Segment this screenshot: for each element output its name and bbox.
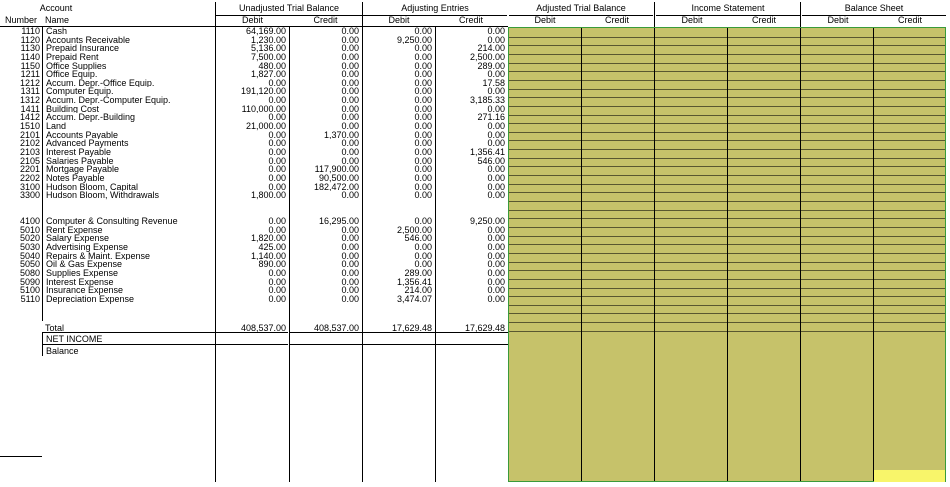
utb-debit-cell[interactable]: 0.00 [268, 139, 286, 148]
adj-credit-cell[interactable]: 0.00 [487, 277, 505, 287]
adj-debit-cell[interactable]: 0.00 [414, 139, 432, 148]
account-number[interactable]: 1140 [20, 52, 40, 62]
grid-row-line [509, 184, 945, 185]
header-bs-debit: Debit [827, 15, 849, 25]
account-name[interactable] [42, 312, 215, 321]
utb-debit-cell[interactable]: 480.00 [258, 61, 286, 71]
adj-debit-cell[interactable]: 3,474.07 [396, 294, 432, 304]
utb-credit-cell[interactable]: 0.00 [341, 139, 359, 148]
adj-debit-cell[interactable]: 0.00 [414, 260, 432, 269]
adj-credit-cell[interactable]: 289.00 [477, 61, 505, 71]
utb-credit-cell[interactable]: 0.00 [341, 35, 359, 45]
account-number[interactable]: 1110 [21, 27, 40, 36]
utb-credit-cell[interactable]: 1,370.00 [323, 130, 359, 140]
account-number[interactable]: 5020 [19, 234, 40, 244]
utb-debit-cell[interactable]: 1,800.00 [250, 191, 286, 200]
header-atb-debit: Debit [534, 15, 556, 25]
account-name[interactable]: Supplies Expense [42, 269, 215, 278]
utb-credit-cell[interactable]: 0.00 [341, 61, 359, 71]
grid-row-line [509, 192, 945, 193]
account-name[interactable]: Repairs & Maint. Expense [42, 252, 215, 261]
utb-debit-cell[interactable]: 0.00 [268, 96, 286, 105]
utb-credit-cell[interactable]: 0.00 [341, 225, 359, 235]
total-adj-credit: 17,629.48 [464, 323, 505, 333]
account-name[interactable]: Interest Expense [42, 278, 215, 287]
utb-debit-cell[interactable]: 1,230.00 [250, 35, 286, 45]
account-name[interactable]: Advertising Expense [42, 243, 215, 252]
account-number[interactable]: 5080 [19, 268, 40, 278]
col-divider [654, 2, 655, 27]
grid-row-line [509, 331, 945, 332]
utb-debit-cell[interactable]: 0.00 [268, 147, 286, 157]
utb-credit-cell[interactable]: 0.00 [341, 104, 359, 114]
adj-debit-cell[interactable]: 0.00 [414, 173, 432, 183]
adj-credit-cell[interactable]: 0.00 [487, 130, 505, 140]
account-name[interactable]: Rent Expense [42, 226, 215, 235]
adj-credit-cell[interactable]: 0.00 [487, 182, 505, 192]
grid-row-line [509, 123, 945, 124]
adj-credit-cell[interactable]: 0.00 [487, 268, 505, 278]
total-utb-credit: 408,537.00 [313, 323, 359, 333]
utb-debit-cell[interactable]: 21,000.00 [245, 122, 286, 131]
header-is-debit: Debit [681, 15, 703, 25]
account-name[interactable]: Computer Equip. [42, 87, 215, 96]
account-name[interactable]: Computer & Consulting Revenue [42, 217, 215, 226]
grid-row-line [509, 210, 945, 211]
account-number[interactable]: 4100 [19, 217, 40, 226]
utb-credit-cell[interactable]: 16,295.00 [318, 217, 359, 226]
grid-row-line [509, 89, 945, 90]
grid-row-line [509, 97, 945, 98]
account-number[interactable]: 5110 [20, 294, 40, 304]
account-name[interactable]: Depreciation Expense [42, 295, 215, 304]
grid-row-line [509, 227, 945, 228]
utb-debit-cell[interactable]: 0.00 [268, 217, 286, 226]
account-name[interactable] [42, 304, 215, 313]
account-number[interactable]: 5040 [19, 251, 40, 261]
adj-credit-cell[interactable]: 0.00 [487, 243, 505, 252]
total-left-rule [0, 456, 42, 457]
balance-label: Balance [42, 344, 215, 356]
adj-credit-cell[interactable]: 0.00 [487, 191, 505, 200]
grid-row-line [509, 218, 945, 219]
grid-col-line [654, 28, 655, 481]
account-number[interactable]: 5100 [19, 286, 40, 295]
col-divider [215, 2, 216, 482]
adj-credit-cell[interactable]: 0.00 [487, 225, 505, 235]
grid-row-line [509, 132, 945, 133]
account-number[interactable]: 1411 [20, 104, 40, 114]
utb-credit-cell[interactable]: 0.00 [341, 191, 359, 200]
adj-debit-cell[interactable]: 1,356.41 [396, 277, 432, 287]
utb-debit-cell[interactable]: 0.00 [268, 225, 286, 235]
account-name[interactable]: Cash [42, 27, 215, 36]
utb-debit-cell[interactable]: 0.00 [268, 113, 286, 123]
utb-debit-cell[interactable]: 890.00 [258, 260, 286, 269]
adj-credit-cell[interactable] [436, 312, 508, 321]
account-number[interactable]: 1150 [20, 61, 40, 71]
utb-credit-cell[interactable]: 0.00 [341, 251, 359, 261]
utb-debit-cell[interactable]: 64,169.00 [245, 27, 286, 36]
utb-debit-cell[interactable] [216, 200, 289, 209]
header-adj-credit: Credit [458, 15, 483, 25]
utb-debit-cell[interactable] [216, 208, 289, 217]
adj-debit-cell[interactable]: 0.00 [414, 104, 432, 114]
account-number[interactable]: 1510 [19, 122, 40, 131]
grid-row-line [509, 313, 945, 314]
account-number[interactable]: 1130 [20, 44, 40, 53]
adj-debit-cell[interactable]: 0.00 [414, 147, 432, 157]
utb-credit-cell[interactable]: 0.00 [341, 122, 359, 131]
account-number[interactable]: 1412 [19, 113, 40, 123]
header-atb-credit: Credit [604, 15, 629, 25]
utb-debit-cell[interactable]: 0.00 [268, 294, 286, 304]
account-name[interactable]: Salary Expense [42, 234, 215, 243]
account-number[interactable]: 2201 [19, 165, 40, 174]
adj-credit-cell[interactable] [436, 304, 508, 313]
utb-debit-cell[interactable]: 0.00 [268, 130, 286, 140]
utb-debit-cell[interactable] [216, 312, 289, 321]
grid-col-line [581, 28, 582, 481]
utb-credit-cell[interactable]: 0.00 [341, 243, 359, 252]
utb-credit-cell[interactable]: 0.00 [341, 52, 359, 62]
col-divider [362, 2, 363, 482]
empty-cell[interactable] [216, 344, 288, 357]
adj-debit-cell[interactable]: 0.00 [414, 78, 432, 88]
utb-debit-cell[interactable]: 0.00 [268, 165, 286, 174]
utb-credit-cell[interactable]: 0.00 [341, 286, 359, 295]
adj-debit-cell[interactable]: 214.00 [404, 286, 432, 295]
account-name[interactable]: Land [42, 122, 215, 131]
adj-debit-cell[interactable]: 0.00 [414, 61, 432, 71]
adj-debit-cell[interactable]: 0.00 [414, 113, 432, 123]
adj-credit-cell[interactable]: 0.00 [487, 294, 505, 304]
account-number[interactable]: 3100 [19, 182, 40, 192]
header-utb-credit: Credit [313, 15, 338, 25]
utb-credit-cell[interactable]: 0.00 [341, 44, 359, 53]
utb-credit-cell[interactable]: 0.00 [341, 87, 359, 97]
adj-credit-cell[interactable]: 0.00 [487, 234, 505, 244]
adj-credit-cell[interactable]: 546.00 [477, 156, 505, 166]
header-number: Number [4, 15, 37, 25]
utb-debit-cell[interactable]: 191,120.00 [240, 87, 286, 97]
adj-debit-cell[interactable]: 0.00 [414, 44, 432, 53]
adj-debit-cell[interactable]: 0.00 [414, 130, 432, 140]
adj-debit-cell[interactable]: 9,250.00 [396, 35, 432, 45]
grid-row-line [509, 236, 945, 237]
utb-credit-cell[interactable]: 0.00 [341, 156, 359, 166]
header-name: Name [45, 15, 70, 25]
total-adj-debit: 17,629.48 [391, 323, 432, 333]
adj-debit-cell[interactable]: 0.00 [414, 70, 432, 79]
account-name[interactable]: Accounts Payable [42, 131, 215, 140]
col-divider [800, 2, 801, 27]
grid-row-line [509, 253, 945, 254]
header-is-credit: Credit [751, 15, 776, 25]
adj-debit-cell[interactable]: 2,500.00 [396, 225, 432, 235]
account-number[interactable]: 2101 [19, 130, 40, 140]
adj-debit-cell[interactable]: 289.00 [404, 268, 432, 278]
header-unadjusted-trial-balance: Unadjusted Trial Balance [216, 2, 362, 16]
account-number[interactable]: 5030 [19, 243, 40, 252]
account-name[interactable] [42, 208, 215, 217]
adj-debit-cell[interactable]: 0.00 [414, 122, 432, 131]
utb-credit-cell[interactable]: 182,472.00 [313, 182, 359, 192]
adj-credit-cell[interactable]: 0.00 [487, 104, 505, 114]
account-number[interactable]: 2202 [19, 173, 40, 183]
utb-credit-cell[interactable]: 0.00 [341, 147, 359, 157]
adj-credit-cell[interactable]: 2,500.00 [469, 52, 505, 62]
utb-debit-cell[interactable]: 7,500.00 [250, 52, 286, 62]
account-number[interactable]: 5050 [19, 260, 40, 269]
account-number[interactable]: 1311 [20, 87, 40, 97]
adj-debit-cell[interactable]: 0.00 [414, 243, 432, 252]
account-name[interactable]: Interest Payable [42, 148, 215, 157]
account-number[interactable] [0, 304, 42, 313]
account-name[interactable]: Hudson Bloom, Capital [42, 183, 215, 192]
account-name[interactable]: Building Cost [42, 105, 215, 114]
adj-credit-cell[interactable]: 0.00 [487, 87, 505, 97]
header-utb-debit: Debit [241, 15, 263, 25]
header-account: Account [39, 3, 73, 13]
grid-row-line [509, 244, 945, 245]
utb-debit-cell[interactable]: 0.00 [268, 156, 286, 166]
utb-debit-cell[interactable]: 5,136.00 [250, 44, 286, 53]
grid-row-line [509, 37, 945, 38]
header-adj-debit: Debit [388, 15, 410, 25]
utb-debit-cell[interactable]: 0.00 [268, 78, 286, 88]
total-label: Total [45, 323, 65, 333]
utb-debit-cell[interactable]: 0.00 [268, 182, 286, 192]
account-number[interactable]: 2105 [19, 156, 40, 166]
adj-debit-cell[interactable]: 0.00 [414, 27, 432, 36]
utb-debit-cell[interactable]: 1,827.00 [250, 70, 286, 79]
empty-cell[interactable] [363, 344, 435, 357]
utb-credit-cell[interactable]: 0.00 [341, 78, 359, 88]
utb-credit-cell[interactable] [290, 200, 362, 209]
utb-credit-cell[interactable]: 0.00 [341, 27, 359, 36]
grid-row-line [509, 158, 945, 159]
utb-debit-cell[interactable] [216, 304, 289, 313]
account-name[interactable]: Office Supplies [42, 62, 215, 71]
utb-credit-cell[interactable]: 0.00 [341, 96, 359, 105]
col-divider [289, 27, 290, 482]
utb-credit-cell[interactable]: 0.00 [341, 268, 359, 278]
account-name[interactable]: Salaries Payable [42, 157, 215, 166]
adj-credit-cell[interactable]: 1,356.41 [469, 147, 505, 157]
adj-debit-cell[interactable] [363, 312, 435, 321]
header-adjusting-entries: Adjusting Entries [363, 2, 507, 16]
header-adjusted-trial-balance: Adjusted Trial Balance [509, 2, 653, 16]
header-income-statement: Income Statement [656, 2, 800, 16]
adj-debit-cell[interactable]: 0.00 [414, 182, 432, 192]
adj-credit-cell[interactable]: 0.00 [487, 35, 505, 45]
utb-credit-cell[interactable]: 0.00 [341, 294, 359, 304]
grid-row-line [509, 80, 945, 81]
grid-row-line [509, 296, 945, 297]
adj-debit-cell[interactable]: 0.00 [414, 52, 432, 62]
account-number[interactable]: 1312 [19, 96, 40, 105]
account-number[interactable] [0, 312, 42, 321]
adj-credit-cell[interactable] [436, 200, 508, 209]
adj-debit-cell[interactable]: 0.00 [414, 217, 432, 226]
account-name[interactable]: Oil & Gas Expense [42, 260, 215, 269]
grid-col-line [727, 28, 728, 481]
account-name[interactable]: Accum. Depr.-Building [42, 113, 215, 122]
utb-debit-cell[interactable]: 110,000.00 [241, 104, 286, 114]
grid-row-line [509, 54, 945, 55]
adj-credit-cell[interactable]: 0.00 [487, 251, 505, 261]
grid-row-line [509, 201, 945, 202]
adj-credit-cell[interactable]: 0.00 [487, 286, 505, 295]
account-name[interactable]: Notes Payable [42, 174, 215, 183]
utb-credit-cell[interactable]: 90,500.00 [318, 173, 359, 183]
grid-row-line [509, 149, 945, 150]
header-bs-credit: Credit [897, 15, 922, 25]
account-number[interactable]: 3300 [19, 191, 40, 200]
adj-credit-cell[interactable] [436, 208, 508, 217]
adj-credit-cell[interactable]: 214.00 [477, 44, 505, 53]
grid-row-line [509, 279, 945, 280]
adj-credit-cell[interactable]: 0.00 [487, 165, 505, 174]
account-name[interactable]: Office Equip. [42, 70, 215, 79]
grid-row-line [509, 305, 945, 306]
utb-debit-cell[interactable]: 1,140.00 [250, 251, 286, 261]
grid-col-line [800, 28, 801, 481]
account-number[interactable]: 1212 [19, 78, 40, 88]
adj-credit-cell[interactable]: 271.16 [477, 113, 505, 123]
grid-row-line [509, 45, 945, 46]
adj-debit-cell[interactable]: 0.00 [414, 251, 432, 261]
adj-debit-cell[interactable]: 0.00 [414, 87, 432, 97]
utb-credit-cell[interactable]: 0.00 [341, 260, 359, 269]
adj-credit-cell[interactable]: 0.00 [487, 122, 505, 131]
account-name[interactable]: Accum. Depr.-Office Equip. [42, 79, 215, 88]
adj-credit-cell[interactable]: 0.00 [487, 27, 505, 36]
account-number[interactable]: 2103 [19, 147, 40, 157]
account-name[interactable]: Accum. Depr.-Computer Equip. [42, 96, 215, 105]
utb-debit-cell[interactable]: 0.00 [268, 268, 286, 278]
account-name[interactable]: Accounts Receivable [42, 36, 215, 45]
adj-credit-cell[interactable]: 17.58 [482, 78, 505, 88]
utb-credit-cell[interactable]: 0.00 [341, 70, 359, 79]
account-number[interactable]: 5090 [19, 277, 40, 287]
header-balance-sheet: Balance Sheet [802, 2, 946, 16]
net-income-label: NET INCOME [42, 332, 215, 344]
utb-debit-cell[interactable]: 1,820.00 [250, 234, 286, 244]
adj-debit-cell[interactable]: 0.00 [414, 96, 432, 105]
grid-col-line [873, 28, 874, 481]
adj-debit-cell[interactable] [363, 200, 435, 209]
adj-debit-cell[interactable]: 0.00 [414, 165, 432, 174]
utb-debit-cell[interactable]: 0.00 [268, 173, 286, 183]
grid-row-line [509, 71, 945, 72]
utb-credit-cell[interactable]: 0.00 [341, 277, 359, 287]
grid-row-line [509, 63, 945, 64]
account-number[interactable] [0, 200, 42, 209]
account-name[interactable]: Hudson Bloom, Withdrawals [42, 191, 215, 200]
utb-credit-cell[interactable] [290, 208, 362, 217]
account-number[interactable]: 1211 [20, 70, 40, 79]
utb-debit-cell[interactable]: 0.00 [268, 286, 286, 295]
account-name[interactable]: Mortgage Payable [42, 165, 215, 174]
grid-row-line [509, 140, 945, 141]
account-number[interactable] [0, 208, 42, 217]
account-number[interactable]: 1120 [20, 35, 40, 45]
account-name[interactable] [42, 200, 215, 209]
account-number[interactable]: 5010 [19, 225, 40, 235]
adj-debit-cell[interactable] [363, 208, 435, 217]
empty-cell[interactable] [290, 344, 362, 357]
grid-row-line [509, 322, 945, 323]
account-name[interactable]: Advanced Payments [42, 139, 215, 148]
utb-credit-cell[interactable]: 117,900.00 [314, 165, 359, 174]
utb-debit-cell[interactable]: 0.00 [268, 277, 286, 287]
col-divider [435, 27, 436, 482]
utb-debit-cell[interactable]: 425.00 [258, 243, 286, 252]
adj-credit-cell[interactable]: 0.00 [487, 173, 505, 183]
grid-row-line [509, 115, 945, 116]
utb-credit-cell[interactable] [290, 304, 362, 313]
adj-credit-cell[interactable]: 3,185.33 [469, 96, 505, 105]
adj-credit-cell[interactable]: 0.00 [487, 139, 505, 148]
answer-input-grid[interactable] [508, 27, 946, 482]
total-utb-debit: 408,537.00 [240, 323, 286, 333]
adj-debit-cell[interactable] [363, 304, 435, 313]
adj-credit-cell[interactable]: 0.00 [487, 70, 505, 79]
grid-row-line [509, 166, 945, 167]
adj-debit-cell[interactable]: 546.00 [404, 234, 432, 244]
account-name[interactable]: Insurance Expense [42, 286, 215, 295]
adj-credit-cell[interactable]: 0.00 [487, 260, 505, 269]
account-number[interactable]: 2102 [19, 139, 40, 148]
balance-credit-cell[interactable] [874, 470, 945, 482]
grid-row-line [509, 288, 945, 289]
grid-row-line [509, 262, 945, 263]
utb-credit-cell[interactable] [290, 312, 362, 321]
grid-row-line [509, 270, 945, 271]
utb-credit-cell[interactable]: 0.00 [341, 113, 359, 123]
empty-cell[interactable] [436, 344, 508, 357]
adj-credit-cell[interactable]: 9,250.00 [469, 217, 505, 226]
account-name[interactable]: Prepaid Insurance [42, 44, 215, 53]
adj-debit-cell[interactable]: 0.00 [414, 156, 432, 166]
utb-credit-cell[interactable]: 0.00 [341, 234, 359, 244]
adj-debit-cell[interactable]: 0.00 [414, 191, 432, 200]
grid-row-line [509, 175, 945, 176]
grid-row-line [509, 106, 945, 107]
account-name[interactable]: Prepaid Rent [42, 53, 215, 62]
